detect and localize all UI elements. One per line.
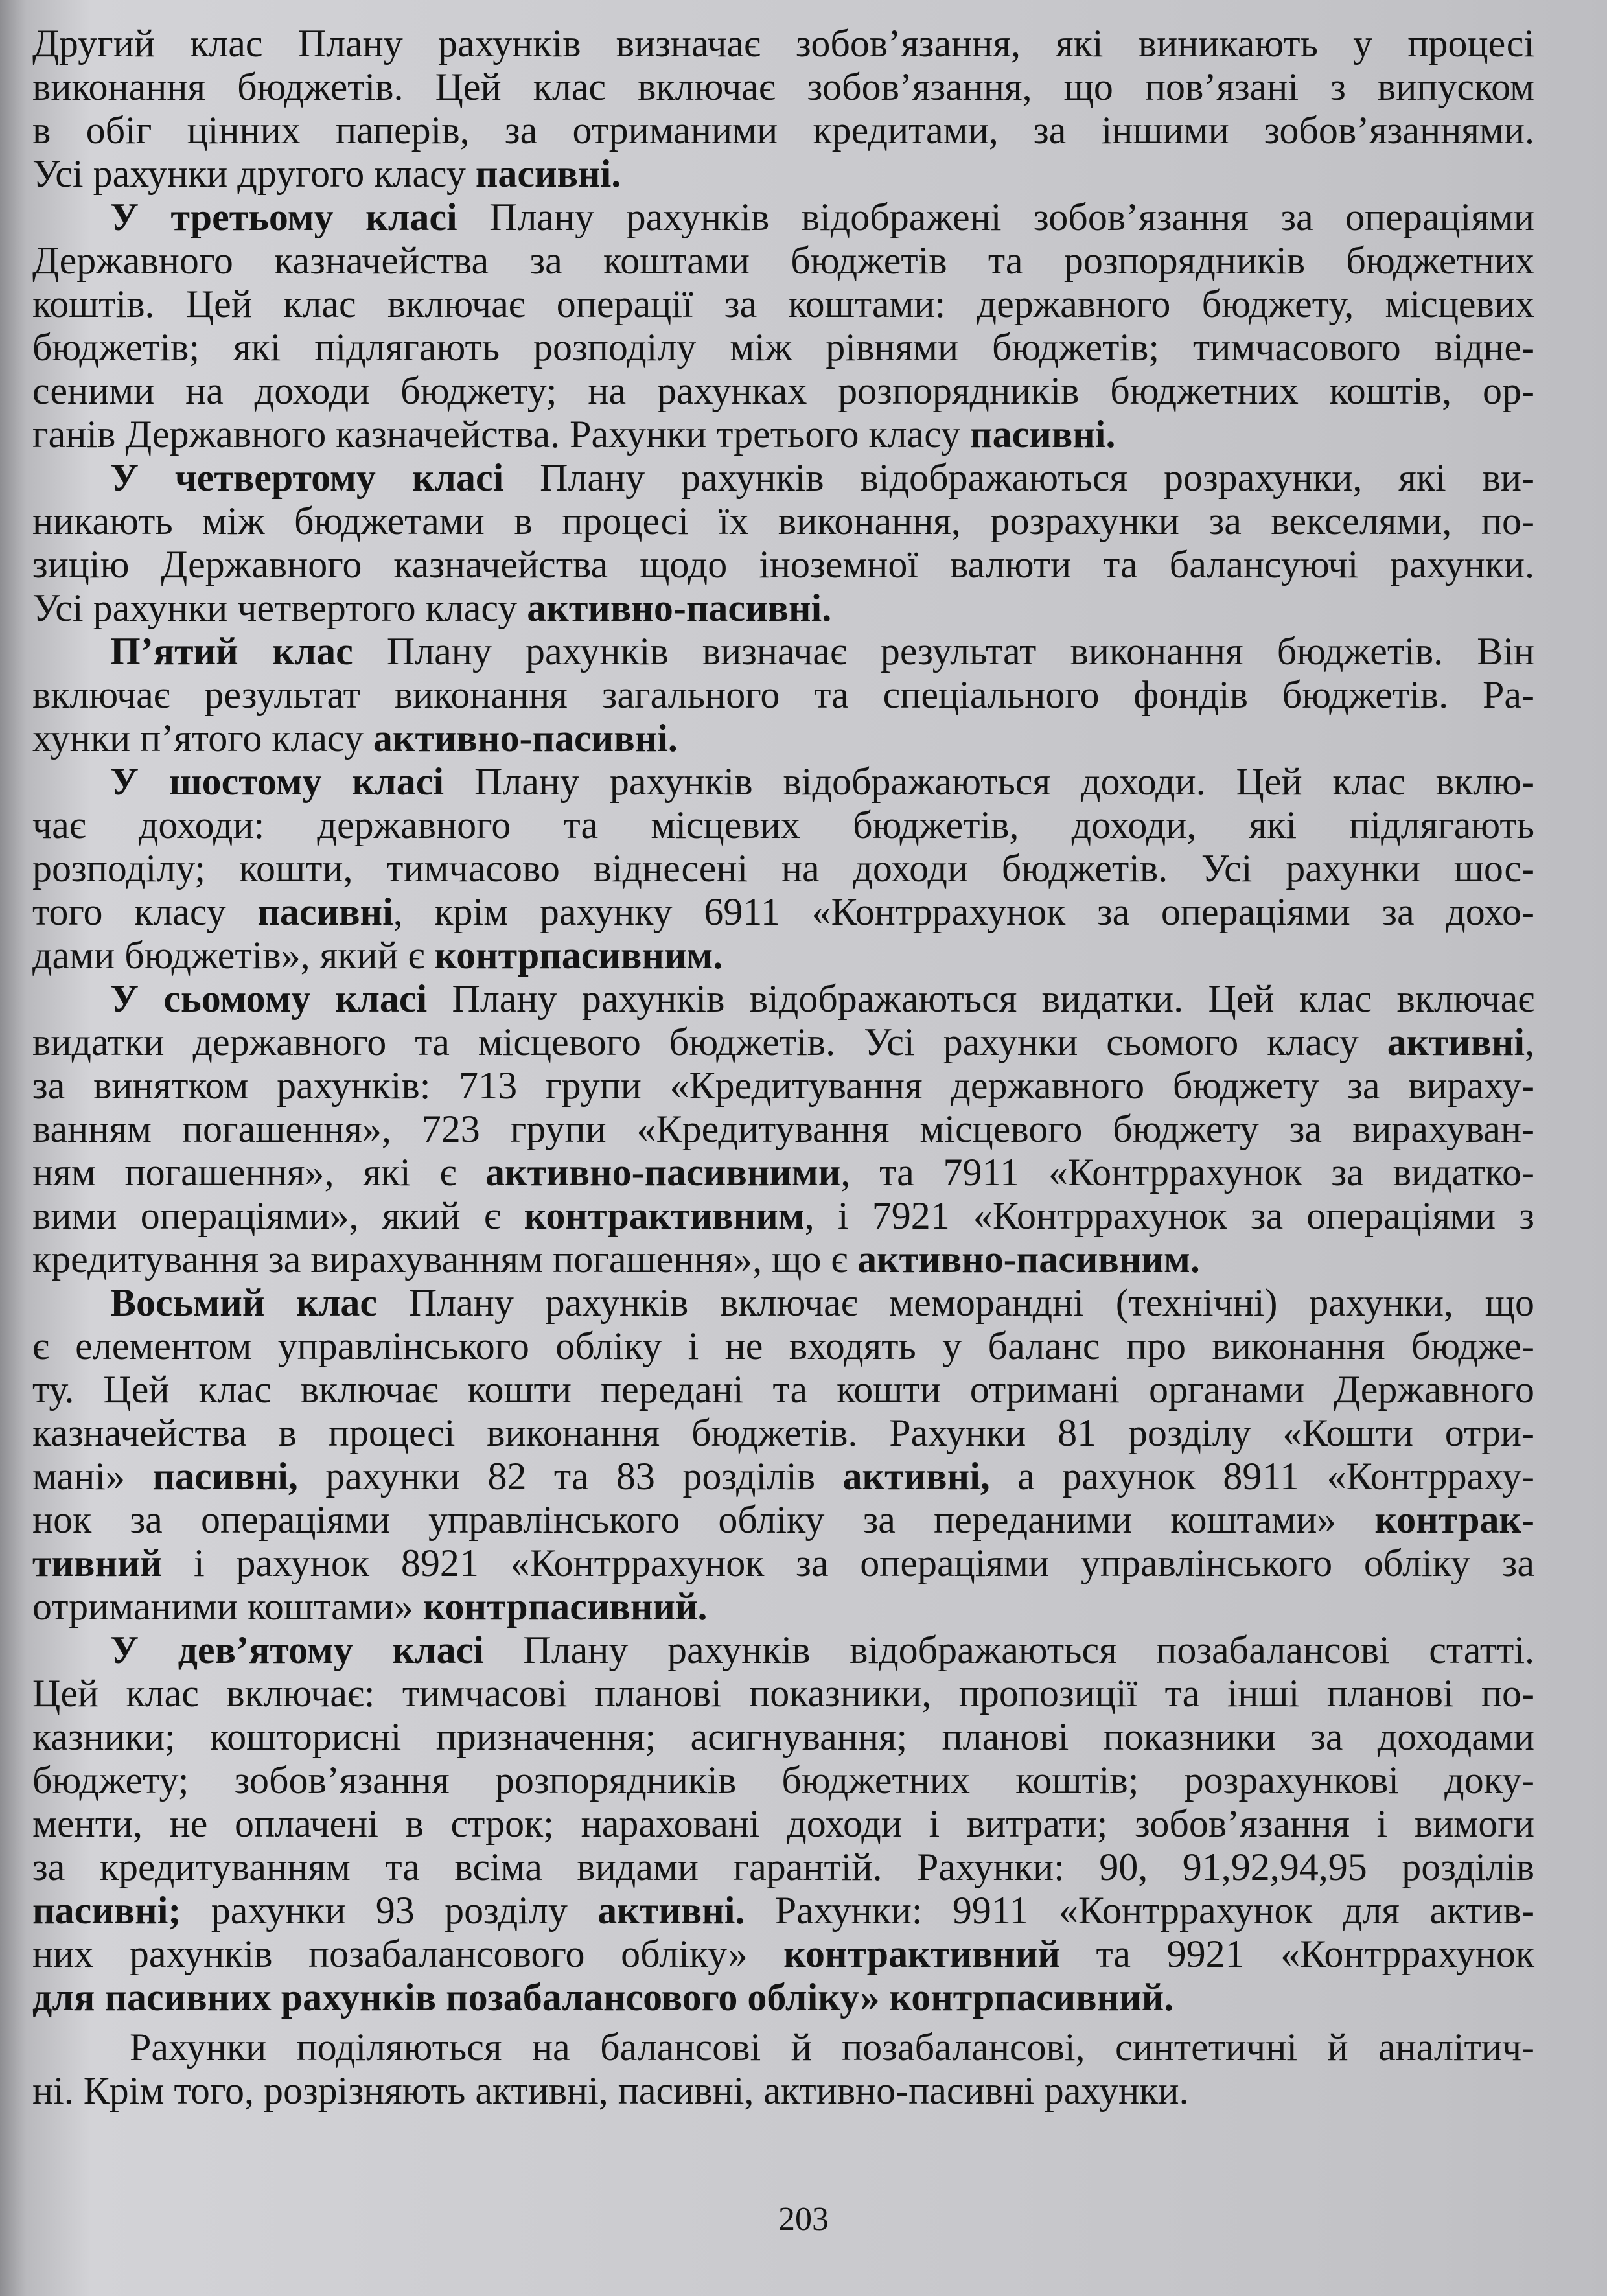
text-line (32, 1976, 1534, 2019)
bold-term: У четвертому класі (110, 456, 504, 499)
text-run: виконання бюджетів. Цей клас включає зобов’язання, що пов’язані з випуском (32, 65, 1534, 108)
bold-term: У дев’ятому класі (110, 1629, 484, 1671)
text-run: казначейства в процесі виконання бюджетів. Рахунки 81 розділу «Кошти отри- (32, 1411, 1534, 1454)
text-run: Плану рахунків відображаються доходи. Цей клас вклю- (444, 760, 1535, 803)
bold-term: контрактивний (783, 1932, 1060, 1975)
bold-term: пасивні. (475, 152, 621, 195)
text-line (32, 65, 1534, 109)
bold-term: активні, (842, 1455, 990, 1498)
text-run: рахунки 93 розділу (181, 1889, 598, 1932)
bold-term: контрак- (1374, 1498, 1534, 1541)
text-run: Цей клас включає: тимчасові планові показники, пропозиції та інші планові по- (32, 1672, 1534, 1715)
text-run: ні. Крім того, розрізняють активні, пасивні, активно-пасивні рахунки. (32, 2069, 1189, 2112)
text-run: зицію Державного казначейства щодо іноземної валюти та балансуючі рахунки. (32, 543, 1534, 586)
text-run: бюджетів; які підлягають розподілу між рівнями бюджетів; тимчасового відне- (32, 326, 1534, 369)
text-line (32, 2026, 1534, 2069)
text-line (32, 1672, 1534, 1715)
text-run: Усі рахунки другого класу (32, 152, 476, 195)
text-run: є елементом управлінського обліку і не входять у баланс про виконання бюдже- (32, 1325, 1534, 1367)
text-run: менти, не оплачені в строк; нараховані доходи і витрати; зобов’язання і вимоги (32, 1802, 1534, 1845)
text-run: за винятком рахунків: 713 групи «Кредитування державного бюджету за вираху- (32, 1064, 1534, 1107)
text-run: бюджету; зобов’язання розпорядників бюджетних коштів; розрахункові доку- (32, 1759, 1534, 1802)
text-line (32, 890, 1534, 934)
text-run: за кредитуванням та всіма видами гарантій. Рахунки: 90, 91,92,94,95 розділів (32, 1846, 1534, 1888)
text-line (32, 369, 1534, 413)
text-run: нок за операціями управлінського обліку за переданими коштами» (32, 1498, 1375, 1541)
paragraph (32, 760, 1534, 977)
bold-term: пасивні. (970, 413, 1116, 456)
text-line (32, 1238, 1534, 1281)
text-line (32, 1194, 1534, 1238)
text-run: ванням погашення», 723 групи «Кредитування місцевого бюджету за вирахуван- (32, 1107, 1534, 1150)
text-line (32, 1629, 1534, 1672)
text-line (32, 1151, 1534, 1194)
bold-term: пасивні (257, 890, 393, 933)
text-run: никають між бюджетами в процесі їх виконання, розрахунки за векселями, по- (32, 500, 1534, 542)
text-line (32, 152, 1534, 196)
text-line (32, 630, 1534, 673)
text-line (32, 1498, 1534, 1542)
text-line (32, 1281, 1534, 1325)
bold-term: П’ятий клас (110, 630, 353, 673)
text-run: чає доходи: державного та місцевих бюджетів, доходи, які підлягають (32, 804, 1534, 846)
text-run: а рахунок 8911 «Контрраху- (989, 1455, 1535, 1498)
text-run: казники; кошторисні призначення; асигнування; планові показники за доходами (32, 1715, 1534, 1758)
text-run: , крім рахунку 6911 «Контррахунок за операціями за дохо- (393, 890, 1534, 933)
text-run: ганів Державного казначейства. Рахунки третього класу (32, 413, 971, 456)
text-line (32, 500, 1534, 543)
bold-term: активно-пасивні. (373, 717, 678, 760)
text-run: , (1525, 1021, 1534, 1063)
text-line (32, 1411, 1534, 1455)
text-run: Плану рахунків відображаються розрахунки, які ви- (503, 456, 1534, 499)
text-run: сеними на доходи бюджету; на рахунках розпорядників бюджетних коштів, ор- (32, 369, 1534, 412)
page-number: 203 (778, 2201, 829, 2238)
text-line (32, 934, 1534, 977)
bold-term: для пасивних рахунків позабалансового обліку» контрпасивний. (32, 1976, 1174, 2019)
bold-term: активно-пасивним. (857, 1238, 1200, 1281)
text-line (32, 977, 1534, 1021)
text-run: хунки п’ятого класу (32, 717, 373, 760)
text-run: коштів. Цей клас включає операції за коштами: державного бюджету, місцевих (32, 283, 1534, 325)
text-run: , та 7911 «Контррахунок за видатко- (840, 1151, 1534, 1194)
text-line (32, 1759, 1534, 1802)
text-run: Плану рахунків відображаються позабалансові статті. (483, 1629, 1534, 1671)
text-line (32, 196, 1534, 239)
text-run: отриманими коштами» (32, 1585, 423, 1628)
text-run: Усі рахунки четвертого класу (32, 586, 527, 629)
bold-term: У третьому класі (110, 196, 457, 238)
text-run: ту. Цей клас включає кошти передані та кошти отримані органами Державного (32, 1368, 1534, 1411)
text-line (32, 1802, 1534, 1846)
text-run: Плану рахунків відображаються видатки. Цей клас включає (427, 977, 1535, 1020)
bold-term: контрактивним (524, 1194, 805, 1237)
text-run: вими операціями», який є (32, 1194, 524, 1237)
bold-term: Восьмий клас (110, 1281, 378, 1324)
text-run: Державного казначейства за коштами бюджетів та розпорядників бюджетних (32, 239, 1534, 282)
bold-term: пасивні; (32, 1889, 181, 1932)
paragraph (32, 456, 1534, 630)
text-run: і рахунок 8921 «Контррахунок за операціями управлінського обліку за (162, 1542, 1534, 1584)
text-line (32, 239, 1534, 283)
paragraph (32, 977, 1534, 1281)
text-line (32, 847, 1534, 890)
text-line (32, 1542, 1534, 1585)
text-line (32, 717, 1534, 760)
text-run: , і 7921 «Контррахунок за операціями з (804, 1194, 1534, 1237)
text-line (32, 1021, 1534, 1064)
text-line (32, 673, 1534, 717)
text-line (32, 2069, 1534, 2113)
text-line (32, 1368, 1534, 1411)
paragraph (32, 2026, 1534, 2113)
bold-term: У шостому класі (110, 760, 445, 803)
bold-term: тивний (32, 1542, 163, 1584)
bold-term: контрпасивним. (434, 934, 723, 977)
paragraph (32, 22, 1534, 196)
paragraph (32, 1629, 1534, 2019)
text-line (32, 760, 1534, 804)
text-line (32, 804, 1534, 847)
paragraph (32, 630, 1534, 760)
bold-term: У сьомому класі (110, 977, 428, 1020)
text-line (32, 326, 1534, 369)
text-run: Рахунки: 9911 «Контррахунок для актив- (745, 1889, 1534, 1932)
text-line (32, 1455, 1534, 1498)
text-line (32, 1325, 1534, 1368)
text-line (32, 1932, 1534, 1976)
text-run: розподілу; кошти, тимчасово віднесені на доходи бюджетів. Усі рахунки шос- (32, 847, 1534, 890)
text-line (32, 543, 1534, 586)
bold-term: активно-пасивними (485, 1151, 841, 1194)
bold-term: активні. (597, 1889, 745, 1932)
text-line (32, 1064, 1534, 1107)
text-run: рахунки 82 та 83 розділів (297, 1455, 843, 1498)
text-run: Другий клас Плану рахунків визначає зобов’язання, які виникають у процесі (32, 22, 1534, 65)
text-run: кредитування за вирахуванням погашення», що є (32, 1238, 858, 1281)
bold-term: активні (1387, 1021, 1525, 1063)
text-run: Плану рахунків включає меморандні (технічні) рахунки, що (377, 1281, 1534, 1324)
text-line (32, 1889, 1534, 1932)
text-line (32, 586, 1534, 630)
text-line (32, 109, 1534, 152)
text-run: них рахунків позабалансового обліку» (32, 1932, 784, 1975)
text-line (32, 1107, 1534, 1151)
text-run: Рахунки поділяються на балансові й позабалансові, синтетичні й аналітич- (130, 2026, 1534, 2069)
text-run: Плану рахунків відображені зобов’язання за операціями (457, 196, 1534, 238)
text-line (32, 456, 1534, 500)
text-run: включає результат виконання загального та спеціального фондів бюджетів. Ра- (32, 673, 1534, 716)
text-run: того класу (32, 890, 258, 933)
text-line (32, 22, 1534, 65)
text-line (32, 283, 1534, 326)
bold-term: пасивні, (152, 1455, 298, 1498)
text-run: дами бюджетів», який є (32, 934, 435, 977)
text-run: мані» (32, 1455, 153, 1498)
text-run: в обіг цінних паперів, за отриманими кредитами, за іншими зобов’язаннями. (32, 109, 1534, 152)
text-line (32, 413, 1534, 456)
text-line (32, 1585, 1534, 1629)
paragraph (32, 196, 1534, 456)
text-line (32, 1715, 1534, 1759)
text-run: ням погашення», які є (32, 1151, 485, 1194)
text-run: Плану рахунків визначає результат виконання бюджетів. Він (353, 630, 1535, 673)
text-line (32, 1846, 1534, 1889)
text-run: видатки державного та місцевого бюджетів. Усі рахунки сьомого класу (32, 1021, 1387, 1063)
bold-term: активно-пасивні. (527, 586, 832, 629)
text-run: та 9921 «Контррахунок (1059, 1932, 1534, 1975)
page-body-text (32, 22, 1534, 2113)
paragraph (32, 1281, 1534, 1629)
bold-term: контрпасивний. (422, 1585, 708, 1628)
